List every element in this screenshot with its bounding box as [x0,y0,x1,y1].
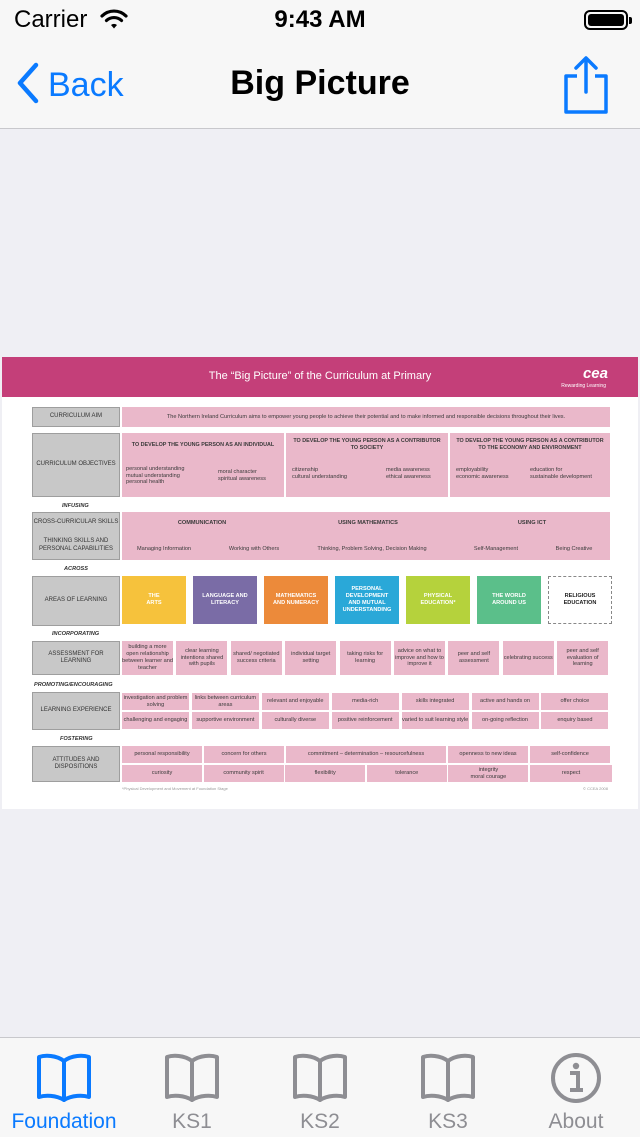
learning-item: culturally diverse [262,712,329,729]
page-title: Big Picture [230,64,410,102]
attitudes-label: ATTITUDES AND DISPOSITIONS [32,746,120,782]
share-icon [562,103,610,120]
tab-foundation[interactable] [0,1038,128,1137]
attitude-item: personal responsibility [122,746,202,763]
learning-item: enquiry based [541,712,608,729]
status-bar [0,0,640,40]
attitude-item: self-confidence [530,746,610,763]
promoting-label: PROMOTING/ENCOURAGING [34,682,113,688]
learning-item: on-going reflection [472,712,539,729]
cross-skill: USING MATHEMATICS [338,519,398,526]
assessment-item: shared/ negotiated success criteria [231,641,282,675]
area-of-learning: PHYSICAL EDUCATION* [406,576,470,624]
poster-copyright: © CCEA 2008 [583,786,608,791]
across-label: ACROSS [64,566,88,572]
objective-items: employability economic awareness [456,467,509,480]
cross-curricular-label: CROSS-CURRICULAR SKILLS [33,518,119,525]
poster-footnote: *Physical Development and Movement at Foundation Stage [122,786,228,791]
learning-item: links between curriculum areas [192,693,259,710]
assessment-item: individual target setting [285,641,336,675]
attitude-item: integrity moral courage [448,765,528,782]
objective-items: moral character spiritual awareness [218,469,266,482]
thinking-skill: Managing Information [136,545,192,552]
ccea-logo: cea [582,365,608,382]
area-of-learning: MATHEMATICS AND NUMERACY [264,576,328,624]
curriculum-aim-text: The Northern Ireland Curriculum aims to empower young people to achieve their potential and to make informed and responsible decisions throughout their lives. [122,407,610,427]
objective-items: media awareness ethical awareness [386,467,431,480]
tab-about[interactable] [512,1038,640,1137]
learning-item: varied to suit learning style [402,712,469,729]
area-of-learning: RELIGIOUS EDUCATION [548,576,612,624]
assessment-item: peer and self evaluation of learning [557,641,608,675]
learning-item: offer choice [541,693,608,710]
tab-label: Foundation [11,1110,117,1133]
tab-ks2[interactable] [256,1038,384,1137]
area-of-learning: LANGUAGE AND LITERACY [193,576,257,624]
battery-icon [584,10,628,30]
objective-items: education for sustainable development [530,467,592,480]
skills-label [32,512,120,560]
attitude-item: openness to new ideas [448,746,528,763]
attitude-item: tolerance [367,765,447,782]
thinking-skill: Thinking, Problem Solving, Decision Making [317,545,427,552]
areas-of-learning-label: AREAS OF LEARNING [32,576,120,626]
area-of-learning: PERSONAL DEVELOPMENT AND MUTUAL UNDERSTANDING [335,576,399,624]
tab-label: KS2 [300,1110,340,1133]
curriculum-objectives-label: CURRICULUM OBJECTIVES [32,433,120,497]
learning-item: supportive environment [192,712,259,729]
objective-items: citizenship cultural understanding [292,467,348,480]
attitude-item: concern for others [204,746,284,763]
learning-item: challenging and engaging [122,712,189,729]
learning-item: skills integrated [402,693,469,710]
assessment-label: ASSESSMENT FOR LEARNING [32,641,120,675]
tab-label: KS1 [172,1110,212,1133]
big-picture-poster[interactable] [2,357,638,809]
thinking-skill: Self-Management [473,545,519,552]
attitude-item: community spirit [204,765,284,782]
incorporating-label: INCORPORATING [52,631,100,637]
objective-title: TO DEVELOP THE YOUNG PERSON AS A CONTRIBUTOR TO THE ECONOMY AND ENVIRONMENT [456,438,604,451]
tab-bar [0,1037,640,1137]
learning-item: relevant and enjoyable [262,693,329,710]
cross-skill: USING ICT [517,519,547,526]
attitude-item: commitment – determination – resourcefulness [286,746,446,763]
poster-title: The “Big Picture” of the Curriculum at Primary [208,370,432,382]
assessment-item: taking risks for learning [340,641,391,675]
assessment-item: peer and self assessment [448,641,499,675]
cross-skill: COMMUNICATION [177,519,227,526]
learning-item: positive reinforcement [332,712,399,729]
attitude-item: flexibility [285,765,365,782]
curriculum-aim-label: CURRICULUM AIM [32,407,120,427]
objective-items: personal understanding mutual understanding personal health [126,465,185,486]
learning-item: media-rich [332,693,399,710]
assessment-item: advice on what to improve and how to improve it [394,641,445,675]
area-of-learning: THE ARTS [122,576,186,624]
share-button[interactable] [562,56,610,121]
thinking-skill: Being Creative [555,545,593,552]
area-of-learning: THE WORLD AROUND US [477,576,541,624]
objective-title: TO DEVELOP THE YOUNG PERSON AS AN INDIVIDUAL [131,441,275,448]
assessment-item: building a more open relationship between learner and teacher [122,641,173,675]
carrier-label: Carrier [14,6,88,33]
back-label: Back [48,66,124,104]
infusing-label: INFUSING [62,503,89,509]
clock: 9:43 AM [274,6,366,33]
assessment-item: celebrating success [503,641,554,675]
assessment-item: clear learning intentions shared with pupils [176,641,227,675]
learning-item: investigation and problem solving [122,693,189,710]
poster-banner [2,357,638,397]
objective-title: TO DEVELOP THE YOUNG PERSON AS A CONTRIBUTOR TO SOCIETY [293,438,441,451]
navigation-bar [0,40,640,129]
thinking-skill: Working with Others [228,545,280,552]
fostering-label: FOSTERING [60,736,93,742]
tab-ks1[interactable] [128,1038,256,1137]
tab-label: About [548,1110,604,1133]
attitude-item: respect [530,765,612,782]
content-area[interactable] [0,129,640,1037]
thinking-skills-label: THINKING SKILLS AND PERSONAL CAPABILITIES [38,538,114,552]
attitude-item: curiosity [122,765,202,782]
tab-ks3[interactable] [384,1038,512,1137]
learning-experience-label: LEARNING EXPERIENCE [32,692,120,730]
tab-label: KS3 [428,1110,468,1133]
learning-item: active and hands on [472,693,539,710]
ccea-logo-tagline: Rewarding Learning [561,383,606,389]
